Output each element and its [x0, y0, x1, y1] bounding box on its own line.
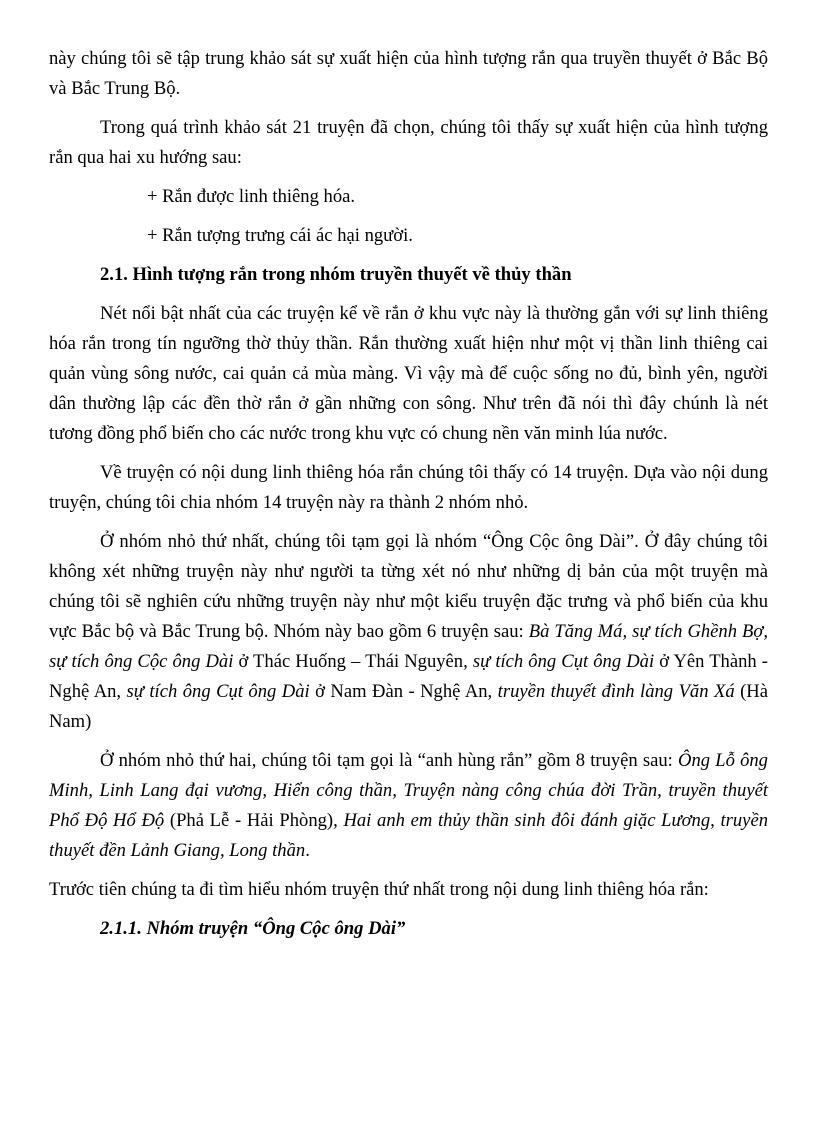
- paragraph-first-group: [49, 527, 768, 737]
- story-titles: , sự tích ông Cụt ông Dài: [463, 651, 655, 672]
- document-page: [49, 44, 768, 944]
- paragraph-water-deity: Nét nổi bật nhất của các truyện kể về rắn ở khu vực này là thường gắn với sự linh thiêng hóa rắn trong tín ngưỡng thờ thủy thần. Rắn thường xuất hiện như một vị thần linh thiêng cai quản vùng sông nước, cai quản cả mùa màng. Vì vậy mà để cuộc sống no đủ, bình yên, người dân thường lập các đền thờ rắn ở gần những con sông. Như trên đã nói thì đây chúnh là nét tương đồng phổ biến cho các nước trong khu vực có chung nền văn minh lúa nước.: [49, 303, 768, 444]
- paragraph-transition: Trước tiên chúng ta đi tìm hiểu nhóm truyện thứ nhất trong nội dung linh thiêng hóa rắn:: [49, 879, 709, 900]
- paragraph-fourteen-stories: Về truyện có nội dung linh thiêng hóa rắn chúng tôi thấy có 14 truyện. Dựa vào nội dung truyện, chúng tôi chia nhóm 14 truyện này ra thành 2 nhóm nhỏ.: [49, 462, 768, 513]
- text-run: .: [305, 840, 310, 861]
- story-titles: sự tích ông Cụt ông Dài: [126, 681, 310, 702]
- text-run: (Phả Lễ - Hải Phòng): [164, 810, 334, 831]
- text-run: ở Nam Đàn - Nghệ An,: [309, 681, 498, 702]
- paragraph-second-group: [49, 746, 768, 866]
- bullet-sacred-snake: + Rắn được linh thiêng hóa.: [147, 186, 356, 207]
- story-titles: , Hai anh em thủy thần sinh đôi đánh giặc Lương, truyền thuyết đền Lảnh Giang, Long thần: [49, 810, 768, 861]
- story-titles: Ông Lỗ ông Minh, Linh Lang đại vương, Hiển công thần, Truyện nàng công chúa đời Trần, truyền thuyết Phổ Độ Hổ Độ: [49, 750, 768, 831]
- story-titles: truyền thuyết đình làng Văn Xá: [497, 681, 735, 702]
- text-run: Ở nhóm nhỏ thứ nhất, chúng tôi tạm gọi là nhóm “Ông Cộc ông Dài”. Ở đây chúng tôi không xét những truyện này như người ta từng xét nó như những dị bản của một truyện mà chúng tôi sẽ nghiên cứu những truyện này như một kiểu truyện đặc trưng và phổ biến của khu vực Bắc bộ và Bắc Trung bộ. Nhóm này bao gồm 6 truyện sau:: [49, 531, 768, 642]
- section-heading-2-1-1: 2.1.1. Nhóm truyện “Ông Cộc ông Dài”: [100, 918, 406, 939]
- text-run: ở Thác Huống – Thái Nguyên: [233, 651, 464, 672]
- text-run: (Hà Nam): [49, 681, 768, 732]
- section-heading-2-1: 2.1. Hình tượng rắn trong nhóm truyền thuyết về thủy thần: [100, 264, 572, 285]
- text-run: ở Yên Thành - Nghệ An,: [49, 651, 768, 702]
- story-titles: Bà Tăng Má, sự tích Ghềnh Bợ, sự tích ông Cộc ông Dài: [49, 621, 768, 672]
- paragraph-intro-continuation: này chúng tôi sẽ tập trung khảo sát sự xuất hiện của hình tượng rắn qua truyền thuyết ở Bắc Bộ và Bắc Trung Bộ.: [49, 48, 768, 99]
- paragraph-survey: Trong quá trình khảo sát 21 truyện đã chọn, chúng tôi thấy sự xuất hiện của hình tượng rắn qua hai xu hướng sau:: [49, 117, 768, 168]
- bullet-evil-snake: + Rắn tượng trưng cái ác hại người.: [147, 225, 413, 246]
- text-run: Ở nhóm nhỏ thứ hai, chúng tôi tạm gọi là “anh hùng rắn” gồm 8 truyện sau:: [100, 750, 679, 771]
